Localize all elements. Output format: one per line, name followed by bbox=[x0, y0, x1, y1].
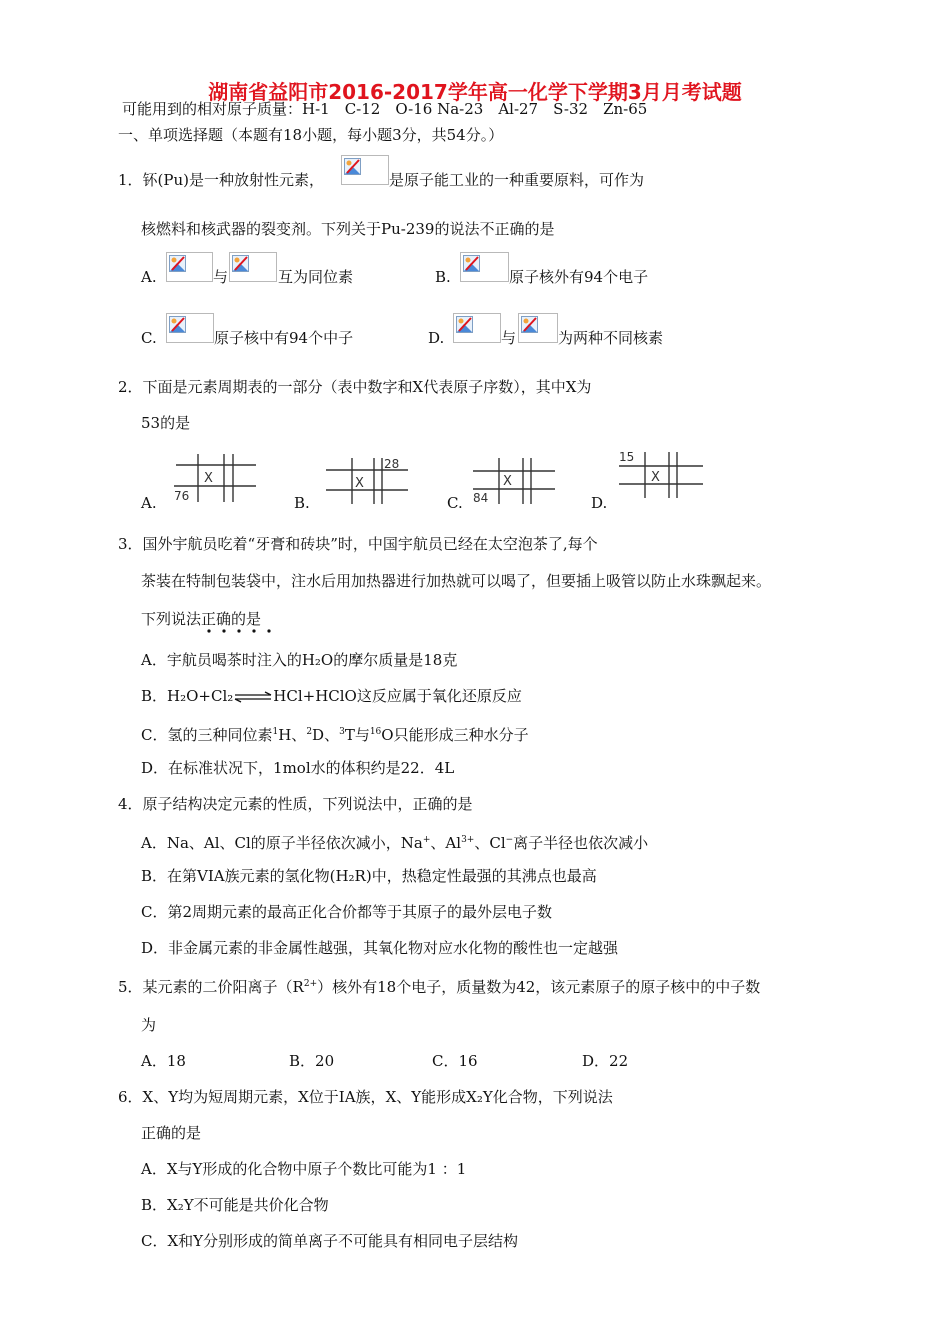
page-title: 湖南省益阳市2016-2017学年高一化学下学期3月月考试题 bbox=[208, 80, 742, 104]
q3-option-c bbox=[141, 723, 529, 744]
charge-cl: − bbox=[505, 835, 514, 845]
q3-option-c-el1: H、 bbox=[278, 726, 307, 744]
q1-option-b-end: 原子核外有94个电子 bbox=[509, 268, 649, 286]
equilibrium-arrow-icon bbox=[233, 691, 273, 703]
q1-stem-b: 是原子能工业的一种重要原料，可作为 bbox=[389, 171, 645, 189]
q1-stem-c: 核燃料和核武器的裂变剂。下列关于Pu-239的说法不正确的是 bbox=[141, 220, 555, 238]
q5-stem-pre: 5．某元素的二价阳离子（R bbox=[118, 978, 304, 996]
q5-stem-post: ）核外有18个电子，质量数为42，该元素原子的原子核中的中子数 bbox=[317, 978, 761, 996]
q3-option-c-post: O只能形成三种水分子 bbox=[381, 726, 529, 744]
q1-option-b-label: B. bbox=[435, 268, 451, 286]
q1-stem-a: 1．钚(Pu)是一种放射性元素， bbox=[118, 171, 325, 189]
q5-option-a: A．18 bbox=[141, 1052, 186, 1070]
broken-image-icon bbox=[232, 255, 249, 272]
q5-stem-a bbox=[118, 975, 760, 996]
q2-stem-a: 2．下面是元素周期表的一部分（表中数字和X代表原子序数），其中X为 bbox=[118, 378, 592, 396]
q3-option-c-el3: T与 bbox=[344, 726, 370, 744]
q3-option-c-el2: D、 bbox=[312, 726, 340, 744]
emphasis-dots bbox=[206, 628, 272, 634]
broken-image-icon bbox=[463, 255, 480, 272]
charge-al: 3+ bbox=[461, 835, 475, 845]
section-heading: 一、单项选择题（本题有18小题，每小题3分，共54分。） bbox=[118, 126, 504, 144]
q2-a-number: 76 bbox=[174, 489, 190, 503]
q2-c-x-label: X bbox=[503, 474, 512, 489]
q1-nuclide-image bbox=[341, 155, 389, 185]
q3-option-a: A．宇航员喝茶时注入的H₂O的摩尔质量是18克 bbox=[141, 651, 458, 669]
q5-option-b: B．20 bbox=[289, 1052, 335, 1070]
q1-option-c-image bbox=[166, 313, 214, 343]
q1-option-c-end: 原子核中有94个中子 bbox=[214, 329, 354, 347]
atomic-masses: 可能用到的相对原子质量：H-1 C-12 O-16 Na-23 Al-27 S-32 Zn-65 bbox=[122, 100, 648, 118]
q4-option-a bbox=[141, 831, 648, 852]
q2-option-c-label: C. bbox=[447, 494, 463, 512]
q1-option-b-image bbox=[460, 252, 509, 282]
q5-option-d: D．22 bbox=[582, 1052, 629, 1070]
charge-r: 2+ bbox=[303, 979, 318, 989]
q3-stem-a: 3．国外宇航员吃着“牙膏和砖块”时，中国宇航员已经在太空泡茶了,每个 bbox=[118, 535, 598, 553]
broken-image-icon bbox=[344, 158, 361, 175]
q3-stem-c: 下列说法正确的是 bbox=[141, 610, 262, 628]
q2-option-a-label: A. bbox=[141, 494, 157, 512]
broken-image-icon bbox=[169, 316, 186, 333]
q6-option-b: B．X₂Y不可能是共价化合物 bbox=[141, 1196, 329, 1214]
q2-option-d-label: D. bbox=[591, 494, 608, 512]
q2-option-c-table bbox=[471, 454, 561, 506]
q2-option-b-label: B. bbox=[294, 494, 310, 512]
q4-option-a-mid1: 、Al bbox=[430, 834, 462, 852]
q4-option-b: B．在第VIA族元素的氢化物(H₂R)中，热稳定性最强的其沸点也最高 bbox=[141, 867, 597, 885]
isotope-mass-3: 3 bbox=[339, 727, 345, 737]
q2-a-x-label: X bbox=[204, 471, 213, 486]
q6-stem-a: 6．X、Y均为短周期元素，X位于IA族，X、Y能形成X₂Y化合物，下列说法 bbox=[118, 1088, 613, 1106]
q3-option-b-pre: B．H₂O+Cl₂ bbox=[141, 687, 234, 705]
q5-option-c: C．16 bbox=[432, 1052, 478, 1070]
q3-option-b-post: HCl+HClO这反应属于氧化还原反应 bbox=[273, 687, 522, 705]
q4-option-c: C．第2周期元素的最高正化合价都等于其原子的最外层电子数 bbox=[141, 903, 553, 921]
q4-option-a-pre: A．Na、Al、Cl的原子半径依次减小，Na bbox=[141, 834, 423, 852]
broken-image-icon bbox=[169, 255, 186, 272]
isotope-mass-2: 2 bbox=[306, 727, 313, 737]
q1-option-a-image-1 bbox=[166, 252, 213, 282]
q1-option-a-mid: 与 bbox=[213, 268, 229, 286]
q3-option-d: D．在标准状况下，1mol水的体积约是22．4L bbox=[141, 759, 455, 777]
q2-stem-b: 53的是 bbox=[141, 414, 191, 432]
q6-stem-b: 正确的是 bbox=[141, 1124, 202, 1142]
q3-option-b bbox=[141, 687, 522, 705]
q6-option-c: C．X和Y分别形成的简单离子不可能具有相同电子层结构 bbox=[141, 1232, 519, 1250]
broken-image-icon bbox=[521, 316, 538, 333]
q2-option-b-table bbox=[322, 454, 412, 506]
q1-option-d-image-2 bbox=[518, 313, 558, 343]
q1-option-a-end: 互为同位素 bbox=[278, 268, 354, 286]
q2-option-a-table bbox=[168, 452, 258, 504]
q4-option-a-mid2: 、Cl bbox=[474, 834, 506, 852]
broken-image-icon bbox=[456, 316, 473, 333]
q2-c-number: 84 bbox=[473, 491, 489, 505]
q1-option-d-image-1 bbox=[453, 313, 501, 343]
q1-option-d-mid: 与 bbox=[501, 329, 517, 347]
q5-stem-b: 为 bbox=[141, 1016, 157, 1034]
q3-stem-b: 茶装在特制包装袋中，注水后用加热器进行加热就可以喝了，但要插上吸管以防止水珠飘起来。 bbox=[141, 572, 772, 590]
charge-na: + bbox=[422, 835, 431, 845]
q2-b-number: 28 bbox=[384, 457, 400, 471]
q1-option-d-label: D. bbox=[428, 329, 445, 347]
q3-option-c-pre: C．氢的三种同位素 bbox=[141, 726, 273, 744]
q1-option-a-image-2 bbox=[229, 252, 277, 282]
q2-option-d-table bbox=[617, 448, 707, 500]
isotope-mass-16: 16 bbox=[369, 727, 382, 737]
isotope-mass-1: 1 bbox=[272, 727, 279, 737]
q6-option-a: A．X与Y形成的化合物中原子个数比可能为1 ：1 bbox=[141, 1160, 467, 1178]
q4-option-a-post: 离子半径也依次减小 bbox=[513, 834, 649, 852]
q1-option-a-label: A. bbox=[141, 268, 157, 286]
q2-d-x-label: X bbox=[651, 470, 660, 485]
q1-option-c-label: C. bbox=[141, 329, 157, 347]
q4-option-d: D．非金属元素的非金属性越强，其氧化物对应水化物的酸性也一定越强 bbox=[141, 939, 619, 957]
q2-b-x-label: X bbox=[355, 476, 364, 491]
q1-option-d-end: 为两种不同核素 bbox=[558, 329, 664, 347]
q2-d-number: 15 bbox=[619, 450, 635, 464]
q4-stem: 4．原子结构决定元素的性质，下列说法中，正确的是 bbox=[118, 795, 473, 813]
